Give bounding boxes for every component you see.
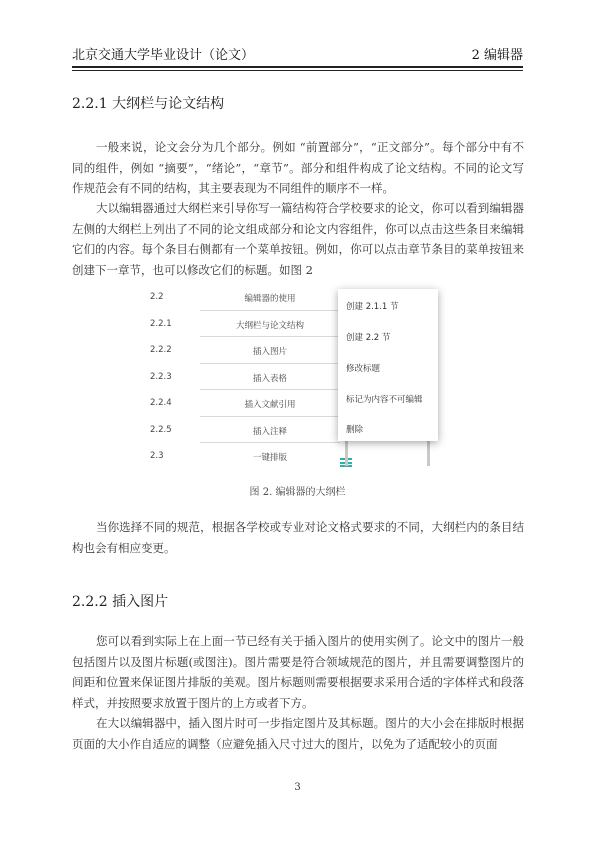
- paragraph: 一般来说，论文会分为几个部分。例如 “前置部分”，“正文部分”。每个部分中有不同的组件，例如 “摘要”，“绪论”，“章节”。部分和组件构成了论文结构。不同的论文写作规范会有不同的结构，其主要表现为不同组件的顺序不一样。: [72, 140, 524, 195]
- outline-row: [140, 443, 360, 470]
- menu-item-edit-title: 修改标题: [346, 364, 381, 374]
- paragraph: 当你选择不同的规范，根据各学校或专业对论文格式要求的不同，大纲栏内的条目结构也会有相应变更。: [72, 520, 524, 555]
- outline-row: [140, 337, 360, 364]
- outline-row-title: 插入表格: [252, 373, 287, 384]
- section-heading-2-2-2: 2.2.2 插入图片: [72, 594, 169, 610]
- header-chapter: 2 编辑器: [471, 48, 523, 63]
- outline-row-number: 2.2.3: [150, 371, 172, 382]
- paragraph: 在大以编辑器中，插入图片时可一步指定图片及其标题。图片的大小会在排版时根据页面的大小作自适应的调整（应避免插入尺寸过大的图片，以免为了适配较小的页面: [72, 716, 524, 751]
- figure-caption: 图 2. 编辑器的大纲栏: [249, 487, 346, 498]
- outline-row-title: 插入注释: [252, 426, 287, 437]
- outline-row-number: 2.2.1: [150, 318, 172, 329]
- outline-row-title: 插入文献引用: [244, 400, 296, 410]
- outline-row-number: 2.2.5: [150, 424, 172, 435]
- outline-row-number: 2.2: [150, 292, 164, 302]
- menu-item-create-subsection: 创建 2.1.1 节: [346, 302, 399, 312]
- menu-item-lock-content: 标记为内容不可编辑: [346, 395, 423, 405]
- outline-row-title: 大纲栏与论文结构: [235, 320, 304, 331]
- menu-item-create-section: 创建 2.2 节: [346, 333, 391, 343]
- header-rule-thin: [72, 70, 523, 71]
- paragraph: 您可以看到实际上在上面一节已经有关于插入图片的使用实例了。论文中的图片一般包括图片以及图片标题(或图注)。图片需要是符合领域规范的图片，并且需要调整图片的间距和位置来保证图片排版的美观。图片标题则需要根据要求采用合适的字体样式和段落样式，并按照要求放置于图片的上方或者下方。: [72, 634, 524, 710]
- outline-row: [140, 390, 360, 417]
- page-header: [72, 40, 523, 64]
- outline-row-title: 编辑器的使用: [244, 294, 296, 304]
- context-menu: [338, 289, 438, 441]
- paragraph: 大以编辑器通过大纲栏来引导你写一篇结构符合学校要求的论文，你可以看到编辑器左侧的大纲栏上列出了不同的论文组成部分和论文内容组件，你可以点击这些条目来编辑它们的内容。每个条目右侧都有一个菜单按钮。例如，你可以点击章节条目的菜单按钮来创建下一章节，也可以修改它们的标题。如图 2: [72, 201, 524, 277]
- outline-row-title: 插入图片: [252, 347, 287, 357]
- outline-row-title: 一键排版: [252, 453, 287, 463]
- outline-row-number: 2.2.4: [150, 398, 172, 408]
- outline-row: [140, 417, 360, 444]
- outline-row-number: 2.2.2: [150, 345, 172, 355]
- menu-item-delete: 删除: [346, 425, 364, 435]
- outline-panel: [140, 284, 360, 470]
- outline-row: [140, 284, 360, 311]
- outline-row-number: 2.3: [150, 451, 164, 461]
- header-rule-thick: [72, 66, 523, 68]
- header-thesis-title: 北京交通大学毕业设计（论文）: [72, 48, 255, 63]
- outline-row: [140, 311, 360, 338]
- page-number: 3: [294, 782, 301, 793]
- outline-row: [140, 364, 360, 391]
- outline-figure: [140, 284, 440, 470]
- section-heading-2-2-1: 2.2.1 大纲栏与论文结构: [72, 96, 225, 112]
